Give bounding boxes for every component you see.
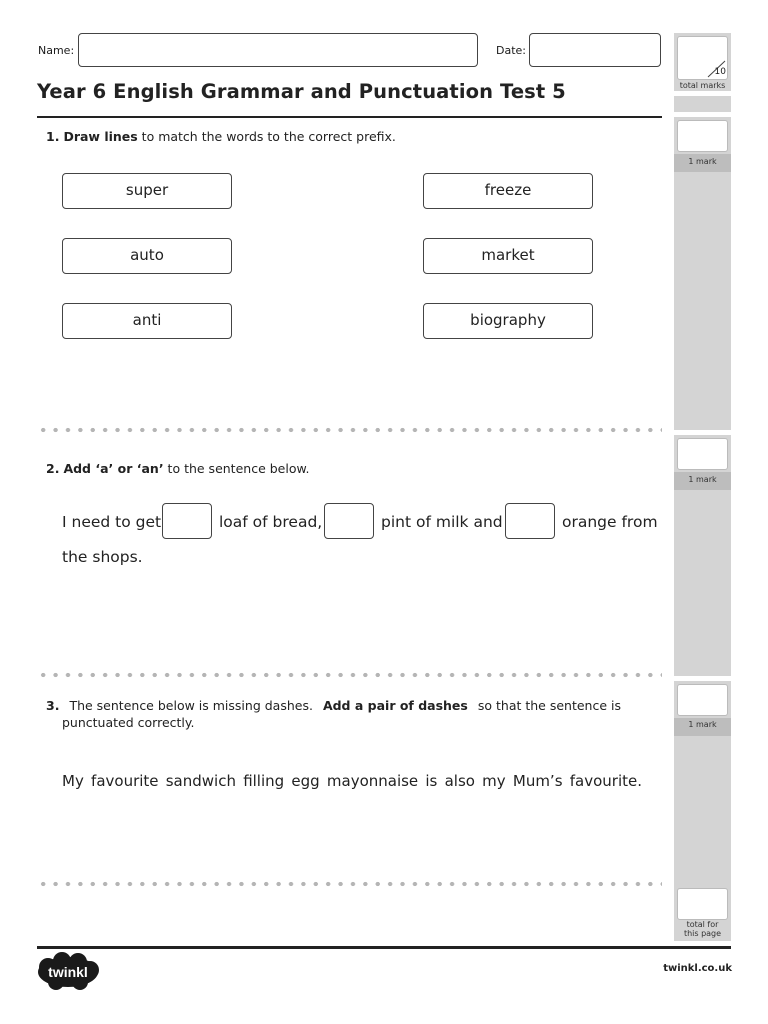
q3-mark-box[interactable] <box>677 684 728 716</box>
answer-box[interactable] <box>162 503 212 539</box>
footer-url[interactable]: twinkl.co.uk <box>663 963 732 974</box>
twinkl-logo-text: twinkl <box>48 964 88 980</box>
marks-separator <box>674 91 731 96</box>
name-field[interactable] <box>78 33 478 67</box>
q2-instruction-bold: Add ‘a’ or ‘an’ <box>63 461 164 476</box>
q3-instruction-bold: Add a pair of dashes <box>322 698 468 713</box>
q2-sentence-part: orange from <box>562 513 658 531</box>
q2-mark-box[interactable] <box>677 438 728 470</box>
twinkl-logo <box>36 952 100 992</box>
title-divider <box>37 116 662 118</box>
q3-sentence: My favourite sandwich filling egg mayonnaise is also my Mum’s favourite. <box>62 772 642 790</box>
prefix-box[interactable]: auto <box>62 238 232 274</box>
page-total-box[interactable] <box>677 888 728 920</box>
word-box[interactable]: biography <box>423 303 593 339</box>
date-field[interactable] <box>529 33 661 67</box>
q3-instruction-text: The sentence below is missing dashes. <box>69 698 313 713</box>
q3-instruction-line2: punctuated correctly. <box>62 715 195 730</box>
q1-instruction <box>46 129 396 144</box>
word-box[interactable]: market <box>423 238 593 274</box>
word-box[interactable]: freeze <box>423 173 593 209</box>
q1-mark-box[interactable] <box>677 120 728 152</box>
q2-mark-label: 1 mark <box>688 475 717 484</box>
dotted-divider <box>37 427 662 433</box>
q1-instruction-text: to match the words to the correct prefix. <box>137 129 396 144</box>
q2-sentence-part: pint of milk and <box>381 513 503 531</box>
q3-mark-label: 1 mark <box>688 720 717 729</box>
q1-instruction-bold: Draw lines <box>63 129 138 144</box>
q2-sentence-part: the shops. <box>62 548 143 566</box>
dotted-divider <box>37 881 662 887</box>
marks-separator <box>674 430 731 435</box>
prefix-box[interactable]: super <box>62 173 232 209</box>
marks-separator <box>674 112 731 117</box>
footer-divider <box>37 946 731 949</box>
q1-mark-label: 1 mark <box>688 157 717 166</box>
q3-instruction-line1 <box>46 698 621 713</box>
q3-instruction-text: so that the sentence is <box>477 698 621 713</box>
q2-sentence-part: I need to get <box>62 513 162 531</box>
dotted-divider <box>37 672 662 678</box>
answer-box[interactable] <box>505 503 555 539</box>
answer-box[interactable] <box>324 503 374 539</box>
page-title: Year 6 English Grammar and Punctuation Test 5 <box>37 80 566 103</box>
page-total-line1: total for <box>686 920 719 929</box>
q3-instruction <box>46 698 621 730</box>
q1-number: 1. <box>46 129 60 144</box>
q2-instruction-text: to the sentence below. <box>163 461 310 476</box>
q3-number: 3. <box>46 698 60 713</box>
total-marks-number: 10 <box>714 67 726 77</box>
page-total-line2: this page <box>683 929 722 938</box>
prefix-box[interactable]: anti <box>62 303 232 339</box>
page-total-label <box>674 920 731 938</box>
total-marks-label: total marks <box>679 81 726 90</box>
q2-sentence-part: loaf of bread, <box>219 513 323 531</box>
date-label: Date: <box>496 44 526 57</box>
q2-number: 2. <box>46 461 60 476</box>
q2-instruction <box>46 461 310 476</box>
marks-separator <box>674 676 731 681</box>
name-label: Name: <box>38 44 75 57</box>
